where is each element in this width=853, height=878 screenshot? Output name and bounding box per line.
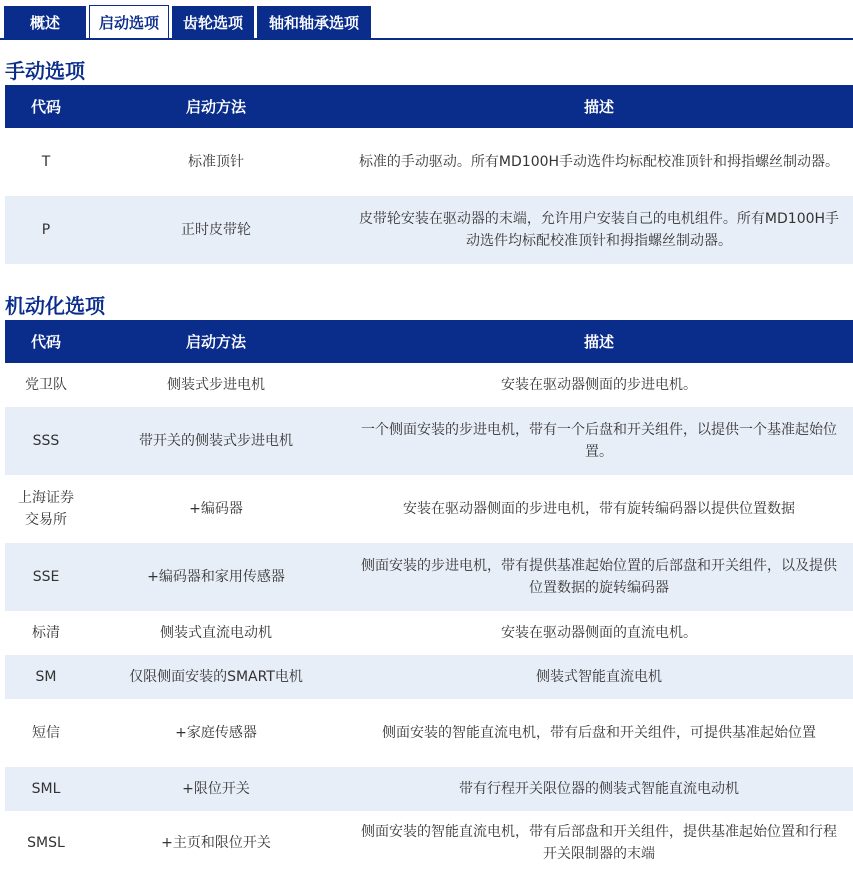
table-header-row (5, 320, 853, 363)
header-method: 启动方法 (87, 85, 345, 128)
cell-code: 上海证券交易所 (5, 475, 87, 543)
manual-options-table (5, 85, 853, 264)
cell-method: 带开关的侧装式步进电机 (87, 407, 345, 475)
cell-code: 党卫队 (5, 363, 87, 407)
tab-startup-options[interactable]: 启动选项 (89, 5, 169, 39)
cell-desc: 标准的手动驱动。所有MD100H手动选件均标配校准顶针和拇指螺丝制动器。 (345, 128, 853, 196)
table-row (5, 363, 853, 407)
cell-code: SSE (5, 543, 87, 611)
table-row (5, 655, 853, 699)
table-row (5, 543, 853, 611)
cell-code: SM (5, 655, 87, 699)
cell-code: SMSL (5, 811, 87, 875)
tab-shaft-bearing-options[interactable]: 轴和轴承选项 (257, 6, 371, 38)
header-code: 代码 (5, 320, 87, 363)
cell-desc: 侧面安装的智能直流电机，带有后盘和开关组件，可提供基准起始位置 (345, 699, 853, 767)
cell-method: 侧装式直流电动机 (87, 611, 345, 655)
table-row (5, 699, 853, 767)
cell-code: 短信 (5, 699, 87, 767)
cell-code: SML (5, 767, 87, 811)
cell-method: +主页和限位开关 (87, 811, 345, 875)
cell-desc: 安装在驱动器侧面的步进电机。 (345, 363, 853, 407)
cell-desc: 一个侧面安装的步进电机，带有一个后盘和开关组件，以提供一个基准起始位置。 (345, 407, 853, 475)
cell-desc: 侧装式智能直流电机 (345, 655, 853, 699)
motorized-section-title: 机动化选项 (5, 294, 105, 318)
cell-code: 标清 (5, 611, 87, 655)
table-row (5, 128, 853, 196)
cell-method: +编码器 (87, 475, 345, 543)
table-row (5, 811, 853, 875)
table-row (5, 767, 853, 811)
tab-underline (0, 38, 853, 40)
tab-overview[interactable]: 概述 (4, 6, 86, 38)
table-row (5, 407, 853, 475)
cell-code: SSS (5, 407, 87, 475)
cell-method: 侧装式步进电机 (87, 363, 345, 407)
cell-desc: 带有行程开关限位器的侧装式智能直流电动机 (345, 767, 853, 811)
cell-method: 标准顶针 (87, 128, 345, 196)
cell-code: P (5, 196, 87, 264)
cell-method: +限位开关 (87, 767, 345, 811)
table-header-row (5, 85, 853, 128)
table-row (5, 611, 853, 655)
header-code: 代码 (5, 85, 87, 128)
cell-desc: 安装在驱动器侧面的直流电机。 (345, 611, 853, 655)
header-desc: 描述 (345, 320, 853, 363)
cell-method: +编码器和家用传感器 (87, 543, 345, 611)
tab-bar (0, 0, 853, 40)
tab-gear-options[interactable]: 齿轮选项 (172, 6, 254, 38)
header-desc: 描述 (345, 85, 853, 128)
cell-desc: 侧面安装的步进电机，带有提供基准起始位置的后部盘和开关组件，以及提供位置数据的旋转编码器 (345, 543, 853, 611)
cell-desc: 皮带轮安装在驱动器的末端，允许用户安装自己的电机组件。所有MD100H手动选件均标配校准顶针和拇指螺丝制动器。 (345, 196, 853, 264)
cell-method: +家庭传感器 (87, 699, 345, 767)
table-row (5, 196, 853, 264)
motorized-options-table (5, 320, 853, 875)
manual-section-title: 手动选项 (5, 59, 85, 83)
cell-method: 正时皮带轮 (87, 196, 345, 264)
cell-desc: 安装在驱动器侧面的步进电机，带有旋转编码器以提供位置数据 (345, 475, 853, 543)
table-row (5, 475, 853, 543)
cell-code: T (5, 128, 87, 196)
cell-method: 仅限侧面安装的SMART电机 (87, 655, 345, 699)
cell-desc: 侧面安装的智能直流电机，带有后部盘和开关组件，提供基准起始位置和行程开关限制器的末端 (345, 811, 853, 875)
header-method: 启动方法 (87, 320, 345, 363)
